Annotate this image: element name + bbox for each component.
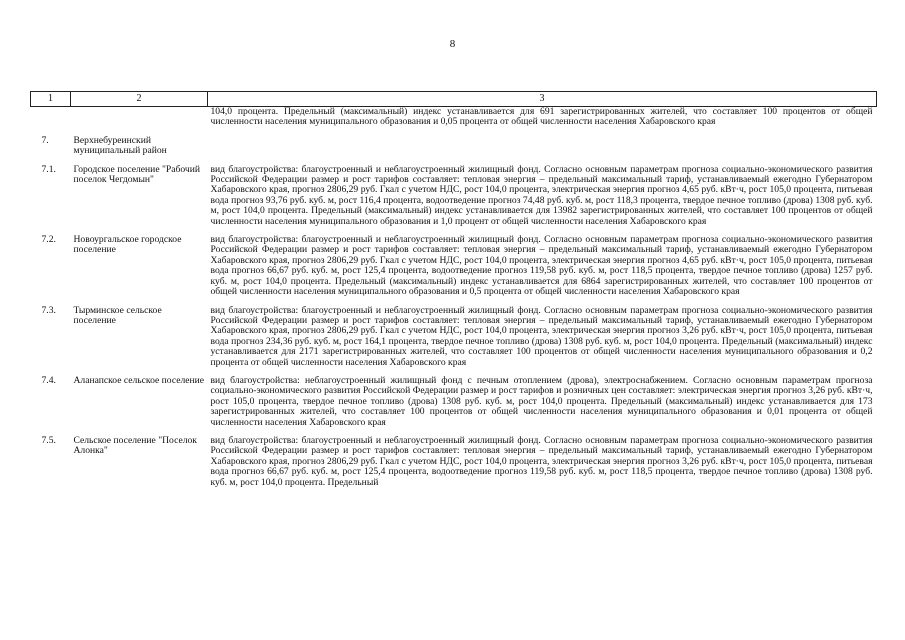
municipality-name: Новоургальское городское поселение [73, 234, 182, 256]
table-row [31, 165, 877, 235]
column-header-2: 2 [71, 92, 208, 107]
column-header-1: 1 [31, 92, 71, 107]
municipality-name: Сельское поселение "Поселок Алонка" [73, 434, 197, 457]
row-number: 7.1. [41, 163, 56, 175]
table-row [31, 436, 877, 496]
table-row [31, 376, 877, 436]
tariff-table [30, 91, 877, 496]
row-number: 7.2. [41, 234, 56, 246]
column-header-3: 3 [208, 92, 877, 107]
table-header-row [31, 92, 877, 107]
table-row [31, 306, 877, 376]
municipality-name: Верхнебуреинский муниципальный район [73, 134, 167, 157]
row-description: вид благоустройства: благоустроенный и неблагоустроенный жилищный фонд. Согласно основным параметрам прогноза социально-экономического развития Российской Федерации размер и рост тарифов составляет: тепловая энергия – предельный максимальный тариф, устанавливаемый ежегодно Губернатором Хабаровского края, прогноз 2806,29 руб. Гкал с учетом НДС, рост 104,0 процента, электрическая энергия прогноз 3,26 руб. кВт·ч, рост 105,0 процента, питьевая вода прогноз 234,36 руб. куб. м, рост 164,1 процента, твердое печное топливо (дрова) 1308 руб. куб. м, рост 104,0 процента. Предельный (максимальный) индекс устанавливается для 2171 зарегистрированных жителей, что составляет 100 процентов от общей численности населения муниципального образования и 0,2 процента от общей численности населения Хабаровского края [210, 304, 873, 368]
row-description [208, 136, 877, 165]
row-description: вид благоустройства: благоустроенный и неблагоустроенный жилищный фонд. Согласно основным параметрам прогноза социально-экономического развития Российской Федерации размер и рост тарифов составляет: тепловая энергия – предельный максимальный тариф, устанавливаемый ежегодно Губернатором Хабаровского края, прогноз 2806,29 руб. Гкал с учетом НДС, рост 104,0 процента, электрическая энергия прогноз 3,26 руб. кВт·ч, рост 105,0 процента, питьевая вода прогноз 66,67 руб. куб. м, рост 125,4 процента, водоотведение прогноз 119,58 руб. куб. м, рост 118,5 процента, твердое печное топливо (дрова) 1308 руб. куб. м, рост 104,0 процента. Предельный [210, 434, 873, 488]
row-description: вид благоустройства: благоустроенный и неблагоустроенный жилищный фонд. Согласно основным параметрам прогноза социально-экономического развития Российской Федерации размер и рост тарифов составляет: тепловая энергия – предельный максимальный тариф, устанавливаемый ежегодно Губернатором Хабаровского края, прогноз 2806,29 руб. Гкал с учетом НДС, рост 104,0 процента, электрическая энергия прогноз 4,65 руб. кВт·ч, рост 105,0 процента, питьевая вода прогноз 93,76 руб. куб. м, рост 116,4 процента, водоотведение прогноз 74,48 руб. куб. м, рост 118,3 процента, твердое печное топливо (дрова) 1308 руб. куб. м, рост 104,0 процента. Предельный (максимальный) индекс устанавливается для 13982 зарегистрированных жителей, что составляет 100 процентов от общей численности населения муниципального образования и 1,0 процент от общей численности населения Хабаровского края [210, 163, 873, 227]
row-number: 7.5. [41, 434, 56, 446]
table-row [31, 136, 877, 165]
row-number: 7.4. [41, 374, 56, 386]
municipality-name: Городское поселение "Рабочий поселок Чегдомын" [73, 163, 201, 186]
row-number: 7.3. [41, 304, 56, 316]
row-number: 7. [41, 134, 49, 146]
table-row [31, 235, 877, 305]
municipality-name: Тырминское сельское поселение [73, 304, 162, 326]
row-description: вид благоустройства: неблагоустроенный жилищный фонд с печным отоплением (дрова), электроснабжением. Согласно основным параметрам прогноза социально-экономического развития Российской Федерации размер и рост тарифов и розничных цен составляет: электрическая энергия прогноз 3,26 руб. кВт·ч, рост 105,0 процента, твердое печное топливо (дрова) 1308 руб. куб. м, рост 104,0 процента. Предельный (максимальный) индекс устанавливается для 173 зарегистрированных жителей, что составляет 100 процентов от общей численности населения муниципального образования и 0,01 процента от общей численности населения Хабаровского края [210, 374, 873, 428]
continuation-text: 104,0 процента. Предельный (максимальный) индекс устанавливается для 691 зарегистрированных жителей, что составляет 100 процентов от общей численности населения муниципального образования и 0,05 процента от общей численности населения Хабаровского края [210, 106, 873, 128]
municipality-name: Аланапское сельское поселение [73, 374, 205, 386]
page-number: 8 [449, 38, 456, 50]
continuation-row [31, 107, 877, 136]
row-description: вид благоустройства: благоустроенный и неблагоустроенный жилищный фонд. Согласно основным параметрам прогноза социально-экономического развития Российской Федерации размер и рост тарифов составляет: тепловая энергия – предельный максимальный тариф, устанавливаемый ежегодно Губернатором Хабаровского края, прогноз 2806,29 руб. Гкал с учетом НДС, рост 104,0 процента, электрическая энергия прогноз 4,65 руб. кВт·ч, рост 105,0 процента, питьевая вода прогноз 66,67 руб. куб. м, рост 125,4 процента, водоотведение прогноз 119,58 руб. куб. м, рост 118,5 процента, твердое печное топливо (дрова) 1257 руб. куб. м, рост 104,0 процента. Предельный (максимальный) индекс устанавливается для 6864 зарегистрированных жителей, что составляет 100 процентов от общей численности населения муниципального образования и 0,5 процента от общей численности населения Хабаровского края [210, 234, 873, 298]
